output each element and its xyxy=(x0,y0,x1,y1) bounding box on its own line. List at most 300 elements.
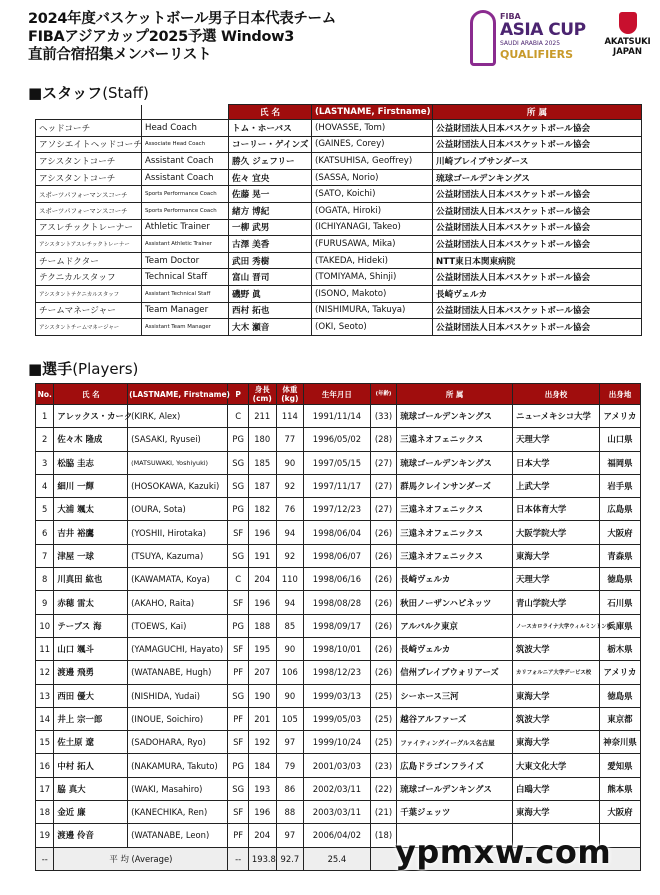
staff-name: 佐々 宜央 xyxy=(229,169,312,186)
staff-latin-name: (SATO, Koichi) xyxy=(312,186,433,203)
players-header-weight: 体重 (kg) xyxy=(276,384,304,405)
staff-header-blank-2 xyxy=(142,105,229,120)
staff-latin-name: (KATSUHISA, Geoffrey) xyxy=(312,153,433,170)
player-no: 16 xyxy=(36,754,54,777)
player-team: 長崎ヴェルカ xyxy=(397,637,513,660)
player-name: 津屋 一球 xyxy=(54,544,128,567)
player-no: 19 xyxy=(36,824,54,847)
player-position: SG xyxy=(228,544,248,567)
player-school: 白鴎大学 xyxy=(512,777,599,800)
staff-name: 西村 拓也 xyxy=(229,302,312,319)
player-no: 17 xyxy=(36,777,54,800)
player-latin-name: (YOSHII, Hirotaka) xyxy=(128,521,228,544)
player-hometown: 大阪府 xyxy=(599,521,640,544)
player-row xyxy=(36,428,641,451)
player-latin-name: (YAMAGUCHI, Hayato) xyxy=(128,637,228,660)
player-school: 青山学院大学 xyxy=(512,591,599,614)
player-hometown: 岩手県 xyxy=(599,474,640,497)
player-row xyxy=(36,568,641,591)
staff-affiliation: 長崎ヴェルカ xyxy=(433,285,642,302)
staff-role-jp: アシスタントテクニカルスタッフ xyxy=(36,285,142,302)
player-weight: 90 xyxy=(276,451,304,474)
player-school: ニューメキシコ大学 xyxy=(512,405,599,428)
player-team: 群馬クレインサンダーズ xyxy=(397,474,513,497)
player-age: (33) xyxy=(370,405,397,428)
player-no: 7 xyxy=(36,544,54,567)
players-table-body xyxy=(36,405,641,871)
player-age: (27) xyxy=(370,451,397,474)
player-name: 中村 拓人 xyxy=(54,754,128,777)
staff-role-jp: ヘッドコーチ xyxy=(36,120,142,137)
staff-row xyxy=(36,219,642,236)
player-hometown: 石川県 xyxy=(599,591,640,614)
players-title-en: (Players) xyxy=(72,360,139,378)
players-header-height: 身長 (cm) xyxy=(248,384,276,405)
player-hometown: 兵庫県 xyxy=(599,614,640,637)
player-latin-name: (NISHIDA, Yudai) xyxy=(128,684,228,707)
player-name: 佐々木 隆成 xyxy=(54,428,128,451)
player-school: 天理大学 xyxy=(512,428,599,451)
staff-name: コーリー・ゲインズ xyxy=(229,136,312,153)
player-team: 琉球ゴールデンキングス xyxy=(397,405,513,428)
player-hometown: 青森県 xyxy=(599,544,640,567)
player-hometown: 福岡県 xyxy=(599,451,640,474)
player-birthdate: 1999/10/24 xyxy=(304,731,371,754)
player-birthdate: 1998/08/28 xyxy=(304,591,371,614)
player-row xyxy=(36,661,641,684)
staff-role-jp: チームマネージャー xyxy=(36,302,142,319)
player-weight: 94 xyxy=(276,521,304,544)
players-header-row xyxy=(36,384,641,405)
staff-affiliation: 公益財団法人日本バスケットボール協会 xyxy=(433,319,642,336)
player-school: 東海大学 xyxy=(512,544,599,567)
staff-name: 富山 晋司 xyxy=(229,269,312,286)
player-age: (23) xyxy=(370,754,397,777)
staff-affiliation: 公益財団法人日本バスケットボール協会 xyxy=(433,219,642,236)
player-school: カリフォルニア大学デービス校 xyxy=(512,661,599,684)
player-height: 207 xyxy=(248,661,276,684)
player-hometown: 愛知県 xyxy=(599,754,640,777)
staff-header-row xyxy=(36,105,642,120)
player-row xyxy=(36,637,641,660)
logo-fiba-text: FIBA xyxy=(500,12,521,21)
players-header-hometown: 出身地 xyxy=(599,384,640,405)
player-age: (26) xyxy=(370,568,397,591)
player-name: 脇 真大 xyxy=(54,777,128,800)
player-no: 3 xyxy=(36,451,54,474)
player-school: 東海大学 xyxy=(512,731,599,754)
player-no: 15 xyxy=(36,731,54,754)
logo-akatsuki-text: AKATSUKI xyxy=(604,37,651,47)
staff-affiliation: 公益財団法人日本バスケットボール協会 xyxy=(433,120,642,137)
logo-asia-cup-text: ASIA CUP xyxy=(500,20,586,40)
player-birthdate: 1998/06/04 xyxy=(304,521,371,544)
staff-latin-name: (ISONO, Makoto) xyxy=(312,285,433,302)
header-line-1: 2024年度バスケットボール男子日本代表チーム xyxy=(28,11,336,27)
player-weight: 105 xyxy=(276,707,304,730)
akatsuki-japan-logo xyxy=(600,12,655,62)
player-team: 三遠ネオフェニックス xyxy=(397,428,513,451)
staff-name: 古澤 美香 xyxy=(229,236,312,253)
average-weight: 92.7 xyxy=(276,847,304,870)
staff-latin-name: (OKI, Seoto) xyxy=(312,319,433,336)
player-name: 松脇 圭志 xyxy=(54,451,128,474)
staff-role-jp: アソシエイトヘッドコーチ xyxy=(36,136,142,153)
player-row xyxy=(36,707,641,730)
staff-latin-name: (TOMIYAMA, Shinji) xyxy=(312,269,433,286)
staff-header-blank xyxy=(36,105,142,120)
player-latin-name: (NAKAMURA, Takuto) xyxy=(128,754,228,777)
staff-name: 磯野 眞 xyxy=(229,285,312,302)
staff-name: 大木 瀬音 xyxy=(229,319,312,336)
player-team: アルバルク東京 xyxy=(397,614,513,637)
player-weight: 90 xyxy=(276,684,304,707)
player-age: (21) xyxy=(370,801,397,824)
player-no: 10 xyxy=(36,614,54,637)
staff-role-en: Assistant Coach xyxy=(142,169,229,186)
player-height: 193 xyxy=(248,777,276,800)
staff-affiliation: 公益財団法人日本バスケットボール協会 xyxy=(433,236,642,253)
player-no: 2 xyxy=(36,428,54,451)
staff-affiliation: NTT東日本関東病院 xyxy=(433,252,642,269)
document-header xyxy=(28,10,448,64)
player-position: PG xyxy=(228,614,248,637)
player-height: 196 xyxy=(248,801,276,824)
player-age: (27) xyxy=(370,498,397,521)
logo-qualifiers-text: QUALIFIERS xyxy=(500,48,574,61)
player-height: 192 xyxy=(248,731,276,754)
player-row xyxy=(36,451,641,474)
player-position: SG xyxy=(228,777,248,800)
player-height: 182 xyxy=(248,498,276,521)
staff-row xyxy=(36,252,642,269)
staff-role-jp: アシスタントチームマネージャー xyxy=(36,319,142,336)
player-latin-name: (SADOHARA, Ryo) xyxy=(128,731,228,754)
logo-saudi-text: SAUDI ARABIA 2025 xyxy=(500,40,561,47)
player-hometown: 山口県 xyxy=(599,428,640,451)
player-weight: 85 xyxy=(276,614,304,637)
staff-row xyxy=(36,186,642,203)
player-age: (26) xyxy=(370,591,397,614)
staff-latin-name: (ICHIYANAGI, Takeo) xyxy=(312,219,433,236)
player-birthdate: 2001/03/03 xyxy=(304,754,371,777)
player-team: 三遠ネオフェニックス xyxy=(397,544,513,567)
staff-row xyxy=(36,136,642,153)
player-name: 渡邊 飛勇 xyxy=(54,661,128,684)
player-height: 196 xyxy=(248,521,276,544)
player-school: 筑波大学 xyxy=(512,707,599,730)
staff-row xyxy=(36,120,642,137)
player-team: 秋田ノーザンハピネッツ xyxy=(397,591,513,614)
player-name: 金近 廉 xyxy=(54,801,128,824)
staff-name: トム・ホーバス xyxy=(229,120,312,137)
staff-role-jp: アシスタントコーチ xyxy=(36,153,142,170)
player-school: 日本体育大学 xyxy=(512,498,599,521)
staff-title-en: (Staff) xyxy=(102,84,149,102)
staff-role-jp: チームドクター xyxy=(36,252,142,269)
player-position: SG xyxy=(228,474,248,497)
staff-name: 佐藤 晃一 xyxy=(229,186,312,203)
player-no: 4 xyxy=(36,474,54,497)
player-latin-name: (HOSOKAWA, Kazuki) xyxy=(128,474,228,497)
player-row xyxy=(36,801,641,824)
player-name: アレックス・カーク xyxy=(54,405,128,428)
player-no: 14 xyxy=(36,707,54,730)
fiba-asia-cup-logo xyxy=(470,8,590,66)
player-birthdate: 1991/11/14 xyxy=(304,405,371,428)
player-birthdate: 2006/04/02 xyxy=(304,824,371,847)
player-birthdate: 1997/05/15 xyxy=(304,451,371,474)
staff-title-jp: ■スタッフ xyxy=(28,84,103,102)
player-weight: 97 xyxy=(276,824,304,847)
players-header-latin: (LASTNAME, Firstname) xyxy=(128,384,228,405)
player-birthdate: 1998/06/07 xyxy=(304,544,371,567)
player-weight: 79 xyxy=(276,754,304,777)
player-name: テーブス 海 xyxy=(54,614,128,637)
player-school: ノースカロライナ大学ウィルミントン校 xyxy=(512,614,599,637)
player-team: シーホース三河 xyxy=(397,684,513,707)
staff-affiliation: 公益財団法人日本バスケットボール協会 xyxy=(433,202,642,219)
staff-role-jp: アシスタントコーチ xyxy=(36,169,142,186)
player-age: (25) xyxy=(370,731,397,754)
player-name: 井上 宗一郎 xyxy=(54,707,128,730)
player-hometown: 熊本県 xyxy=(599,777,640,800)
japan-shield-icon xyxy=(619,12,637,34)
player-latin-name: (TSUYA, Kazuma) xyxy=(128,544,228,567)
player-no: 6 xyxy=(36,521,54,544)
player-position: SG xyxy=(228,451,248,474)
player-no: 13 xyxy=(36,684,54,707)
player-birthdate: 2002/03/11 xyxy=(304,777,371,800)
players-section-title xyxy=(28,358,138,379)
player-school: 筑波大学 xyxy=(512,637,599,660)
staff-row xyxy=(36,236,642,253)
staff-role-en: Team Doctor xyxy=(142,252,229,269)
header-line-3: 直前合宿招集メンバーリスト xyxy=(28,47,212,63)
average-age: 25.4 xyxy=(304,847,371,870)
player-height: 190 xyxy=(248,684,276,707)
staff-role-jp: スポーツパフォーマンスコーチ xyxy=(36,186,142,203)
players-header-no: No. xyxy=(36,384,54,405)
player-latin-name: (MATSUWAKI, Yoshiyuki) xyxy=(128,451,228,474)
player-position: PF xyxy=(228,707,248,730)
player-row xyxy=(36,684,641,707)
player-latin-name: (KIRK, Alex) xyxy=(128,405,228,428)
player-row xyxy=(36,405,641,428)
header-line-2: FIBAアジアカップ2025予選 Window3 xyxy=(28,29,295,45)
staff-affiliation: 川崎ブレイブサンダース xyxy=(433,153,642,170)
staff-name: 武田 秀樹 xyxy=(229,252,312,269)
player-latin-name: (KAWAMATA, Koya) xyxy=(128,568,228,591)
staff-affiliation: 公益財団法人日本バスケットボール協会 xyxy=(433,302,642,319)
player-birthdate: 1998/09/17 xyxy=(304,614,371,637)
player-weight: 106 xyxy=(276,661,304,684)
staff-affiliation: 公益財団法人日本バスケットボール協会 xyxy=(433,186,642,203)
players-header-pos: P xyxy=(228,384,248,405)
player-height: 185 xyxy=(248,451,276,474)
player-position: SF xyxy=(228,801,248,824)
player-team: 三遠ネオフェニックス xyxy=(397,498,513,521)
staff-row xyxy=(36,269,642,286)
average-label: 平 均 (Average) xyxy=(54,847,228,870)
player-birthdate: 1998/10/01 xyxy=(304,637,371,660)
player-name: 赤穂 雷太 xyxy=(54,591,128,614)
staff-header-name: 氏 名 xyxy=(229,105,312,120)
players-table xyxy=(35,383,641,871)
player-hometown: 栃木県 xyxy=(599,637,640,660)
player-birthdate: 1999/05/03 xyxy=(304,707,371,730)
player-row xyxy=(36,521,641,544)
staff-role-en: Athletic Trainer xyxy=(142,219,229,236)
players-header-school: 出身校 xyxy=(512,384,599,405)
player-row xyxy=(36,754,641,777)
player-team: 越谷アルファーズ xyxy=(397,707,513,730)
player-team: 広島ドラゴンフライズ xyxy=(397,754,513,777)
staff-row xyxy=(36,302,642,319)
player-name: 渡邊 伶音 xyxy=(54,824,128,847)
player-position: SF xyxy=(228,731,248,754)
staff-latin-name: (OGATA, Hiroki) xyxy=(312,202,433,219)
player-latin-name: (TOEWS, Kai) xyxy=(128,614,228,637)
player-hometown: アメリカ xyxy=(599,405,640,428)
player-weight: 114 xyxy=(276,405,304,428)
staff-latin-name: (HOVASSE, Tom) xyxy=(312,120,433,137)
player-height: 195 xyxy=(248,637,276,660)
player-no: 5 xyxy=(36,498,54,521)
player-row xyxy=(36,544,641,567)
player-age: (26) xyxy=(370,614,397,637)
player-birthdate: 1998/12/23 xyxy=(304,661,371,684)
player-row xyxy=(36,591,641,614)
player-age: (26) xyxy=(370,521,397,544)
staff-row xyxy=(36,202,642,219)
player-hometown: 大阪府 xyxy=(599,801,640,824)
player-height: 204 xyxy=(248,568,276,591)
players-header-birth: 生年月日 xyxy=(304,384,371,405)
staff-header-latin: (LASTNAME, Firstname) xyxy=(312,105,433,120)
player-no: 11 xyxy=(36,637,54,660)
player-weight: 92 xyxy=(276,544,304,567)
player-position: PF xyxy=(228,661,248,684)
player-age: (22) xyxy=(370,777,397,800)
staff-role-jp: アシスタントアスレチックトレーナー xyxy=(36,236,142,253)
staff-role-en: Technical Staff xyxy=(142,269,229,286)
player-weight: 94 xyxy=(276,591,304,614)
player-school: 上武大学 xyxy=(512,474,599,497)
staff-role-en: Head Coach xyxy=(142,120,229,137)
player-name: 細川 一輝 xyxy=(54,474,128,497)
player-position: PG xyxy=(228,428,248,451)
player-height: 201 xyxy=(248,707,276,730)
staff-role-en: Assistant Team Manager xyxy=(142,319,229,336)
player-position: SF xyxy=(228,521,248,544)
staff-role-en: Assistant Coach xyxy=(142,153,229,170)
player-age: (25) xyxy=(370,684,397,707)
staff-role-jp: スポーツパフォーマンスコーチ xyxy=(36,202,142,219)
player-name: 吉井 裕鷹 xyxy=(54,521,128,544)
player-school: 大東文化大学 xyxy=(512,754,599,777)
player-row xyxy=(36,498,641,521)
player-weight: 86 xyxy=(276,777,304,800)
player-latin-name: (KANECHIKA, Ren) xyxy=(128,801,228,824)
player-height: 187 xyxy=(248,474,276,497)
player-latin-name: (WATANABE, Hugh) xyxy=(128,661,228,684)
player-team: 千葉ジェッツ xyxy=(397,801,513,824)
player-position: C xyxy=(228,568,248,591)
player-position: SF xyxy=(228,637,248,660)
staff-latin-name: (SASSA, Norio) xyxy=(312,169,433,186)
player-team: ファイティングイーグルス名古屋 xyxy=(397,731,513,754)
player-age: (26) xyxy=(370,544,397,567)
player-height: 188 xyxy=(248,614,276,637)
player-birthdate: 1996/05/02 xyxy=(304,428,371,451)
player-school: 大阪学院大学 xyxy=(512,521,599,544)
player-school: 日本大学 xyxy=(512,451,599,474)
player-latin-name: (AKAHO, Raita) xyxy=(128,591,228,614)
staff-row xyxy=(36,319,642,336)
player-name: 大浦 颯太 xyxy=(54,498,128,521)
player-latin-name: (OURA, Sota) xyxy=(128,498,228,521)
staff-role-en: Assistant Technical Staff xyxy=(142,285,229,302)
average-position: -- xyxy=(228,847,248,870)
player-no: 9 xyxy=(36,591,54,614)
staff-role-en: Sports Performance Coach xyxy=(142,186,229,203)
player-team: 琉球ゴールデンキングス xyxy=(397,451,513,474)
staff-role-en: Team Manager xyxy=(142,302,229,319)
staff-role-en: Assistant Athletic Trainer xyxy=(142,236,229,253)
player-age: (18) xyxy=(370,824,397,847)
player-position: PF xyxy=(228,824,248,847)
player-birthdate: 1997/12/23 xyxy=(304,498,371,521)
players-header-name: 氏 名 xyxy=(54,384,128,405)
player-row xyxy=(36,614,641,637)
player-school: 天理大学 xyxy=(512,568,599,591)
staff-latin-name: (FURUSAWA, Mika) xyxy=(312,236,433,253)
player-weight: 76 xyxy=(276,498,304,521)
player-position: SF xyxy=(228,591,248,614)
player-hometown: 徳島県 xyxy=(599,568,640,591)
player-no: 12 xyxy=(36,661,54,684)
staff-name: 一柳 武男 xyxy=(229,219,312,236)
player-height: 196 xyxy=(248,591,276,614)
player-hometown: アメリカ xyxy=(599,661,640,684)
trophy-icon xyxy=(470,10,496,66)
player-age: (28) xyxy=(370,428,397,451)
player-birthdate: 1999/03/13 xyxy=(304,684,371,707)
staff-role-jp: アスレチックトレーナー xyxy=(36,219,142,236)
player-age: (25) xyxy=(370,707,397,730)
player-height: 204 xyxy=(248,824,276,847)
player-school: 東海大学 xyxy=(512,684,599,707)
player-name: 川真田 紘也 xyxy=(54,568,128,591)
staff-header-affiliation: 所 属 xyxy=(433,105,642,120)
player-latin-name: (INOUE, Soichiro) xyxy=(128,707,228,730)
player-team: 琉球ゴールデンキングス xyxy=(397,777,513,800)
players-title-jp: ■選手 xyxy=(28,360,73,378)
watermark: ypmxw.com xyxy=(395,833,612,871)
staff-row xyxy=(36,285,642,302)
player-height: 180 xyxy=(248,428,276,451)
player-no: 8 xyxy=(36,568,54,591)
staff-name: 勝久 ジェフリー xyxy=(229,153,312,170)
staff-affiliation: 公益財団法人日本バスケットボール協会 xyxy=(433,269,642,286)
player-latin-name: (SASAKI, Ryusei) xyxy=(128,428,228,451)
player-team: 信州ブレイブウォリアーズ xyxy=(397,661,513,684)
player-team: 長崎ヴェルカ xyxy=(397,568,513,591)
player-weight: 88 xyxy=(276,801,304,824)
staff-latin-name: (TAKEDA, Hideki) xyxy=(312,252,433,269)
staff-table-body xyxy=(36,120,642,336)
